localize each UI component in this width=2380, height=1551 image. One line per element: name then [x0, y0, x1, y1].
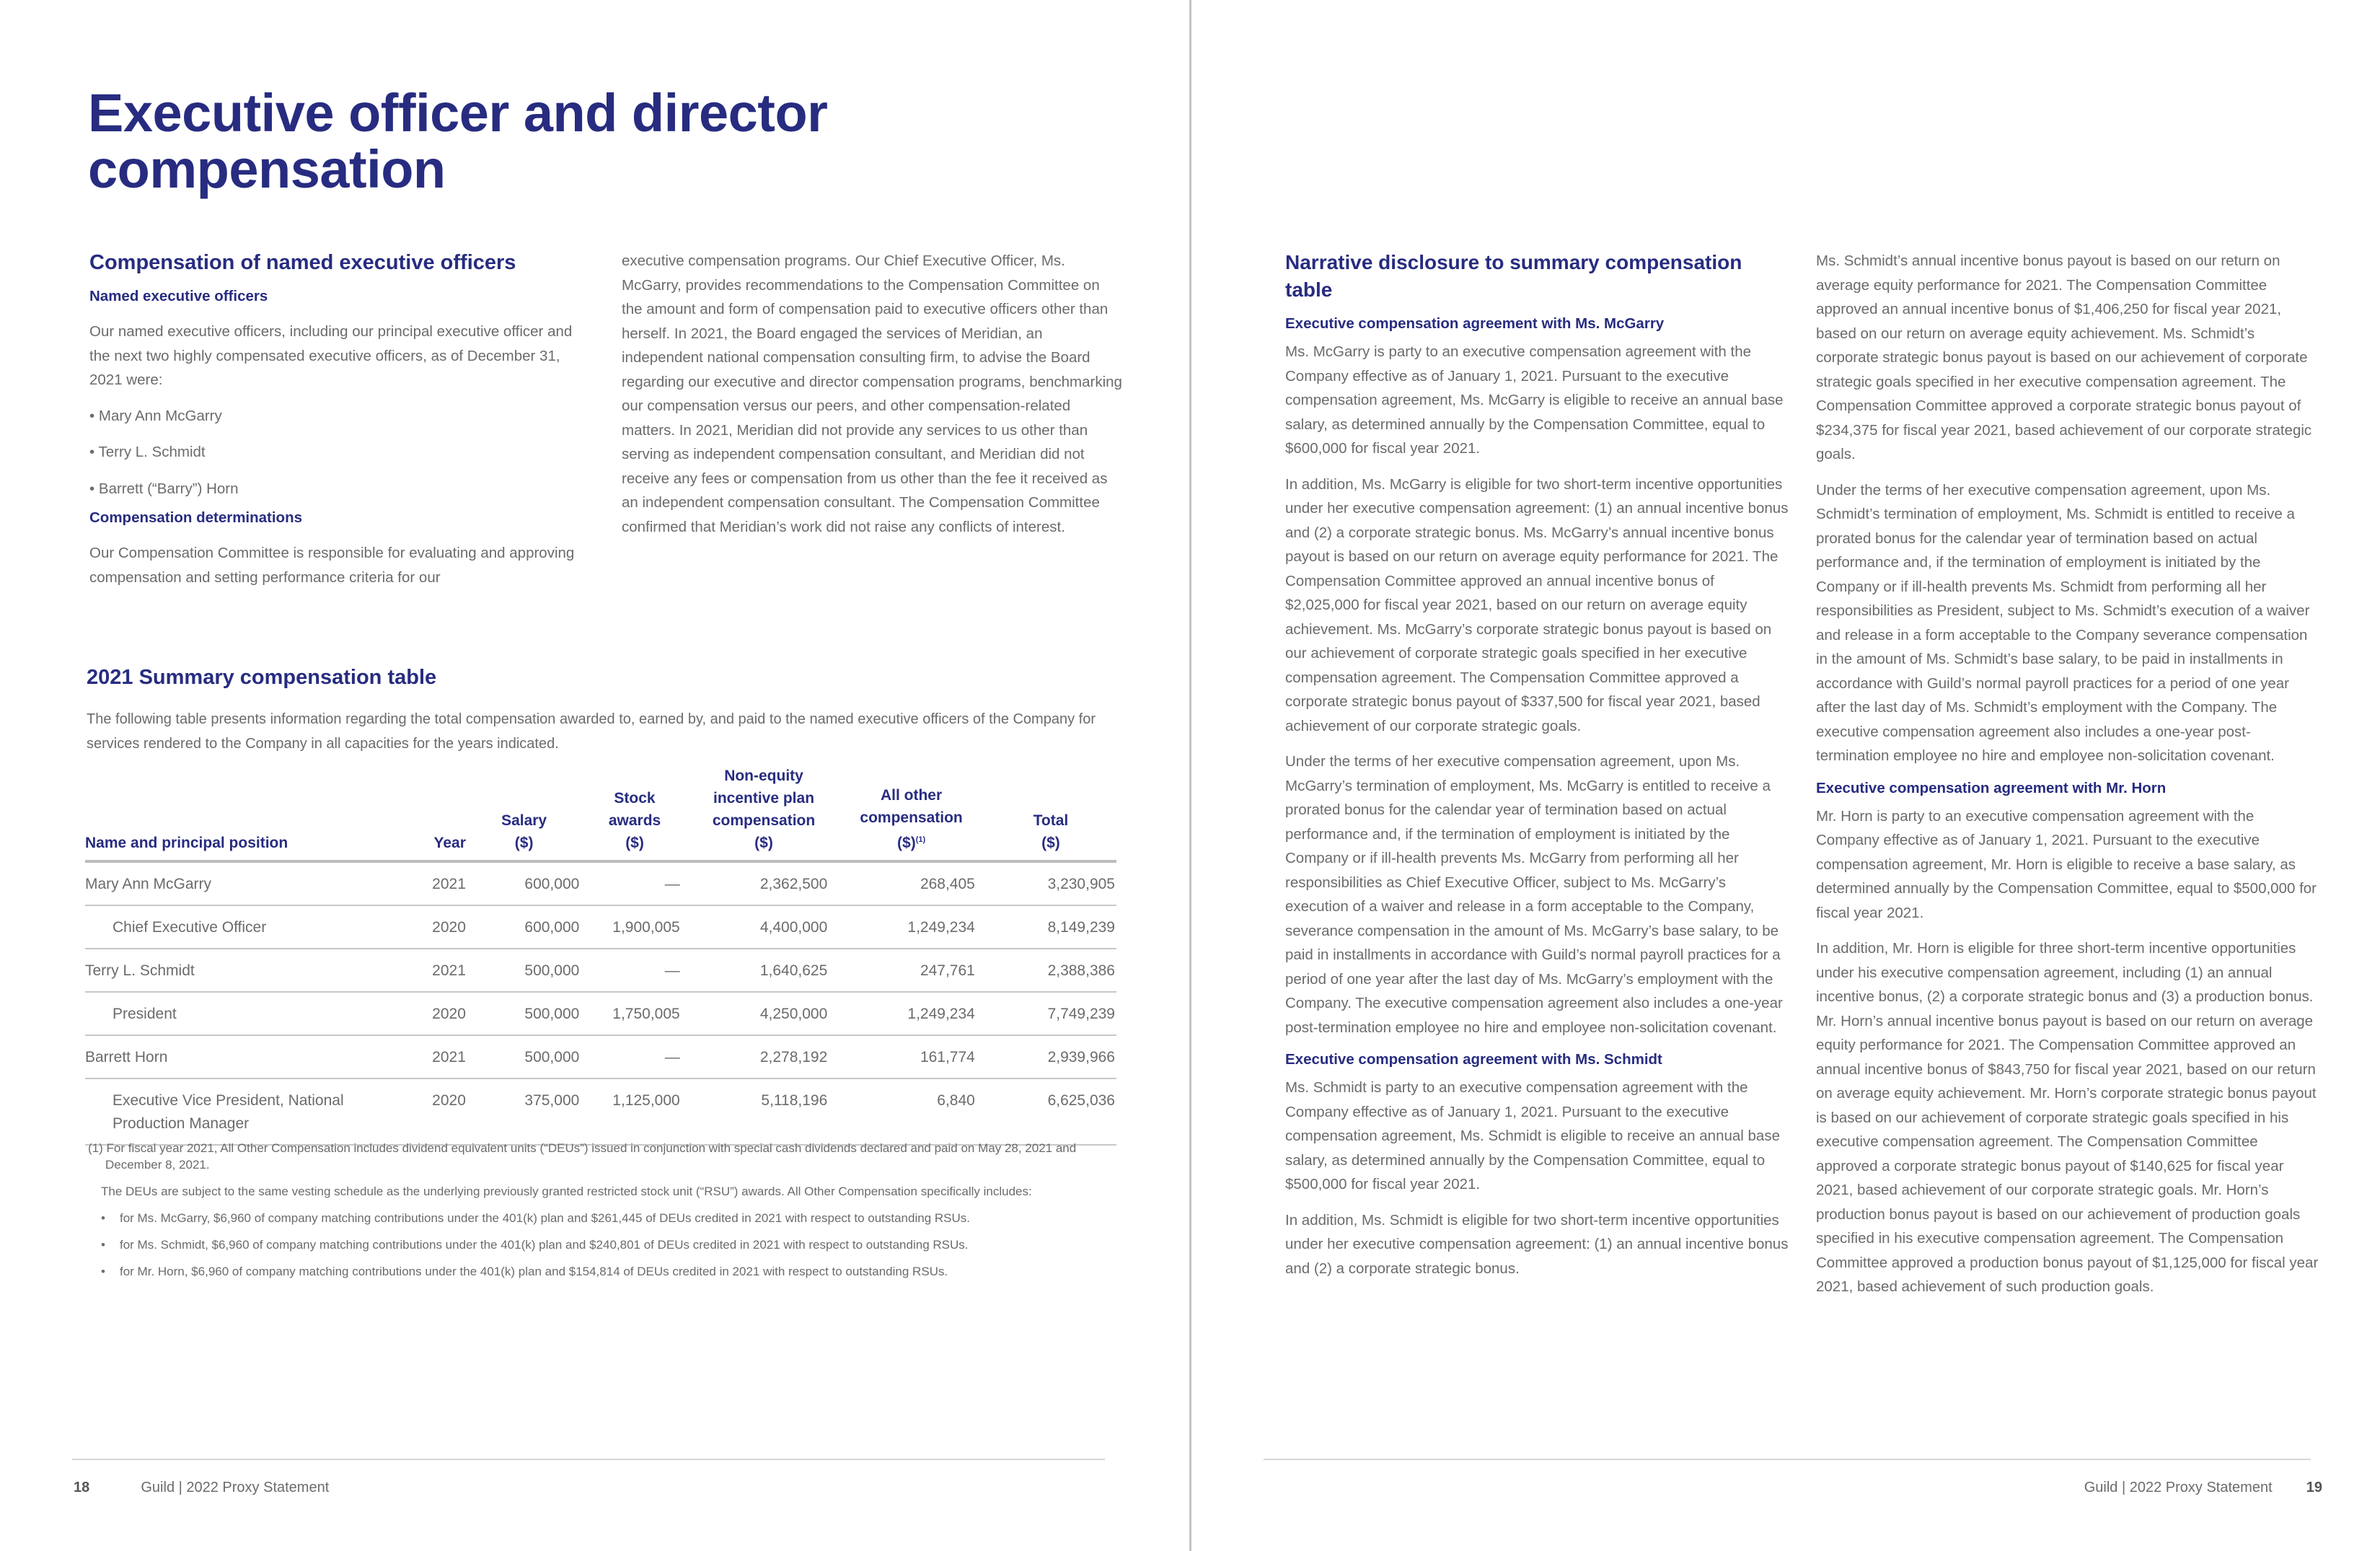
horn-paragraph-2: In addition, Mr. Horn is eligible for three short-term incentive opportunities under his executive compensation agreement, including (1) an annual incentive bonus, (2) a corporate strategic bonus and (3) a production bonus. Mr. Horn’s annual incentive bonus payout is based on our return on average equity performance for 2021. The Compensation Committee approved an annual incentive bonus of $843,750 for fiscal year 2021, based on our return on average equity achievement. Mr. Horn’s corporate strategic bonus payout is based on our achievement of corporate strategic goals specified in his executive compensation agreement. The Compensation Committee approved a corporate strategic bonus payout of $140,625 for fiscal year 2021, based achievement of our corporate strategic goals. Mr. Horn’s production bonus payout is based on our achievement of production goals specified in his executive compensation agreement. The Compensation Committee approved a production bonus payout of $1,125,000 for fiscal year 2021, based achievement of such production goals.: [1816, 940, 2319, 1295]
col-header-salary: Salary ($): [501, 812, 547, 851]
table-row: [85, 1078, 1116, 1145]
officer-bullet: [89, 404, 594, 429]
cell-name: Barrett Horn: [85, 1049, 168, 1066]
cell-position: President: [113, 1006, 177, 1022]
cell-year: 2021: [432, 962, 466, 979]
cell-total: 8,149,239: [1047, 919, 1115, 936]
cell-non-equity: 5,118,196: [761, 1092, 828, 1109]
table-row: [85, 861, 1116, 905]
page-divider: [1189, 0, 1191, 1551]
footnote-1: (1) For fiscal year 2021, All Other Compensation includes dividend equivalent units (“DEUs”) issued in conjunction with special cash dividends declared and paid on May 28, 2021 and December 8, 2021.: [88, 1141, 1077, 1172]
table-footnotes: [88, 1140, 1119, 1290]
cell-total: 3,230,905: [1047, 876, 1115, 892]
cell-salary: 500,000: [524, 1006, 580, 1022]
cell-year: 2021: [432, 876, 466, 892]
page-number-18: 18: [74, 1480, 90, 1495]
footer-left: [74, 1477, 329, 1498]
table-intro: The following table presents information regarding the total compensation awarded to, earned by, and paid to the named executive officers of the Company for services rendered to the Company in all capacities for the years indicated.: [87, 711, 1096, 752]
cell-salary: 500,000: [524, 962, 580, 979]
section-heading-named-officers: Compensation of named executive officers: [89, 251, 516, 274]
page-title: Executive officer and director compensation: [88, 83, 828, 199]
col-header-name: Name and principal position: [85, 835, 288, 851]
cell-salary: 375,000: [524, 1092, 580, 1109]
cell-year: 2021: [432, 1049, 466, 1066]
mcgarry-paragraph-3: Under the terms of her executive compensation agreement, upon Ms. McGarry’s termination of employment, Ms. McGarry is entitled to receive a prorated bonus for the calendar year of termination based on actual performance and, if the termination of employment is initiated by the Company or if ill-health prevents Ms. McGarry from performing all her responsibilities as Chief Executive Officer, subject to Ms. McGarry’s execution of a waiver and release in a form acceptable to the Company, severance compensation in the amount of Ms. McGarry’s base salary, to be paid in installments in accordance with Guild’s normal payroll practices for a period of one year after the last day of Ms. McGarry’s employment with the Company. The executive compensation agreement also includes a one-year post-termination employee no hire and employee non-solicitation covenant.: [1285, 753, 1783, 1036]
cell-non-equity: 2,362,500: [759, 876, 828, 892]
right-column-2: [1816, 249, 2321, 1299]
cell-salary: 500,000: [524, 1049, 580, 1066]
bullet-icon: •: [101, 1265, 105, 1278]
cell-total: 2,939,966: [1047, 1049, 1115, 1066]
table-section-heading: 2021 Summary compensation table: [87, 666, 437, 689]
subheading-compensation-determinations: Compensation determinations: [89, 509, 303, 526]
officer-name: Barrett (“Barry”) Horn: [98, 480, 239, 497]
narrative-heading: Narrative disclosure to summary compensation table: [1285, 251, 1742, 301]
bullet-icon: •: [89, 480, 95, 497]
officer-name: Mary Ann McGarry: [98, 407, 222, 424]
summary-table-section: [87, 664, 1125, 756]
footer-right: [2084, 1477, 2322, 1498]
footnote-marker: (1): [915, 835, 926, 844]
bullet-icon: •: [101, 1211, 105, 1225]
footnote-bullet: • for Ms. McGarry, $6,960 of company matching contributions under the 401(k) plan and $261,445 of DEUs credited in 2021 with respect to outstanding RSUs.: [101, 1211, 970, 1225]
bullet-icon: •: [101, 1238, 105, 1252]
cell-name: Terry L. Schmidt: [85, 962, 195, 979]
cell-all-other: 268,405: [920, 876, 975, 892]
cell-non-equity: 1,640,625: [759, 962, 828, 979]
schmidt-paragraph-2: In addition, Ms. Schmidt is eligible for two short-term incentive opportunities under her executive compensation agreement: (1) an annual incentive bonus and (2) a corporate strategic bonus.: [1285, 1211, 1789, 1277]
horn-paragraph-1: Mr. Horn is party to an executive compensation agreement with the Company effective as of January 1, 2021. Pursuant to the executive compensation agreement, Mr. Horn is eligible to receive a base salary, as determined annually by the Compensation Committee, equal to $500,000 for fiscal year 2021.: [1816, 807, 2317, 921]
subheading-named-executive-officers: Named executive officers: [89, 288, 268, 304]
subheading-mcgarry: Executive compensation agreement with Ms. McGarry: [1285, 315, 1665, 332]
subheading-horn: Executive compensation agreement with Mr. Horn: [1816, 779, 2167, 796]
cell-total: 6,625,036: [1047, 1092, 1115, 1109]
officer-bullet: [89, 477, 594, 501]
cell-year: 2020: [432, 919, 466, 936]
table-row: [85, 992, 1116, 1035]
table-row: [85, 1035, 1116, 1078]
cell-non-equity: 4,250,000: [759, 1006, 828, 1022]
col-header-year: Year: [433, 835, 466, 851]
cell-total: 7,749,239: [1047, 1006, 1115, 1022]
col-header-stock-awards: Stock awards ($): [608, 790, 661, 851]
table-row: [85, 905, 1116, 949]
cell-stock-awards: 1,900,005: [612, 919, 680, 936]
determinations-paragraph-start: Our Compensation Committee is responsible for evaluating and approving compensation and setting performance criteria for our: [89, 545, 575, 586]
cell-year: 2020: [432, 1006, 466, 1022]
left-column-1: [89, 249, 594, 589]
footnote-deu-paragraph: The DEUs are subject to the same vesting schedule as the underlying previously granted restricted stock unit (“RSU”) awards. All Other Compensation specifically includes:: [101, 1185, 1032, 1198]
footer-rule-left: [72, 1459, 1105, 1460]
schmidt-paragraph-3: Ms. Schmidt’s annual incentive bonus payout is based on our return on average equity performance for 2021. The Compensation Committee approved an annual incentive bonus of $1,406,250 for fiscal year 2021, based on our return on average equity achievement. Ms. Schmidt’s corporate strategic bonus payout is based on our achievement of corporate strategic goals specified in her executive compensation agreement. The Compensation Committee approved a corporate strategic bonus payout of $234,375 for fiscal year 2021, based achievement of our corporate strategic goals.: [1816, 252, 2312, 462]
named-officers-intro: Our named executive officers, including our principal executive officer and the next two highly compensated executive officers, as of December 31, 2021 were:: [89, 323, 573, 388]
cell-all-other: 247,761: [920, 962, 975, 979]
footer-rule-right: [1264, 1459, 2311, 1460]
page-number-19: 19: [2306, 1480, 2322, 1495]
cell-non-equity: 4,400,000: [759, 919, 828, 936]
cell-all-other: 1,249,234: [907, 1006, 975, 1022]
mcgarry-paragraph-2: In addition, Ms. McGarry is eligible for two short-term incentive opportunities under her executive compensation agreement: (1) an annual incentive bonus and (2) a corporate strategic bonus. Ms. McGarry’s annual incentive bonus payout is based on our return on average equity performance for 2021. The Compensation Committee approved an annual incentive bonus of $2,025,000 for fiscal year 2021, based on our return on average equity achievement. Ms. McGarry’s corporate strategic bonus payout is based on our achievement of corporate strategic goals specified in her executive compensation agreement. The Compensation Committee approved a corporate strategic bonus payout of $337,500 for fiscal year 2021, based achievement of our corporate strategic goals.: [1285, 475, 1789, 734]
cell-stock-awards: —: [664, 876, 680, 892]
cell-total: 2,388,386: [1047, 962, 1115, 979]
cell-stock-awards: 1,125,000: [612, 1092, 680, 1109]
cell-salary: 600,000: [524, 919, 580, 936]
schmidt-paragraph-1: Ms. Schmidt is party to an executive compensation agreement with the Company effective as of January 1, 2021. Pursuant to the executive compensation agreement, Ms. Schmidt is eligible to receive an annual base salary, as determined annually by the Compensation Committee, equal to $500,000 for fiscal year 2021.: [1285, 1079, 1780, 1192]
summary-compensation-table: [85, 765, 1116, 1146]
cell-position: Chief Executive Officer: [113, 919, 267, 936]
right-column-1: [1285, 249, 1790, 1280]
determinations-paragraph-continued: executive compensation programs. Our Chief Executive Officer, Ms. McGarry, provides recommendations to the Compensation Committee on the amount and form of compensation paid to executive officers other than herself. In 2021, the Board engaged the services of Meridian, an independent national compensation consulting firm, to advise the Board regarding our executive and director compensation programs, benchmarking our compensation versus our peers, and other compensation-related matters. In 2021, Meridian did not provide any services to us other than serving as independent compensation consultant, and Meridian did not receive any fees or compensation from us other than the fee it received as an independent compensation consultant. The Compensation Committee confirmed that Meridian’s work did not raise any conflicts of interest.: [622, 252, 1122, 535]
cell-salary: 600,000: [524, 876, 580, 892]
cell-all-other: 6,840: [937, 1092, 975, 1109]
cell-all-other: 1,249,234: [907, 919, 975, 936]
mcgarry-paragraph-1: Ms. McGarry is party to an executive compensation agreement with the Company effective as of January 1, 2021. Pursuant to the executive compensation agreement, Ms. McGarry is eligible to receive an annual base salary, as determined annually by the Compensation Committee, equal to $600,000 for fiscal year 2021.: [1285, 343, 1784, 457]
table-row: [85, 949, 1116, 992]
cell-all-other: 161,774: [920, 1049, 975, 1066]
left-column-2: [622, 249, 1123, 539]
col-header-total: Total ($): [1033, 812, 1069, 851]
cell-position: Executive Vice President, National Production Manager: [113, 1092, 344, 1132]
footer-publication: Guild | 2022 Proxy Statement: [2084, 1480, 2273, 1495]
subheading-schmidt: Executive compensation agreement with Ms. Schmidt: [1285, 1051, 1662, 1068]
officer-name: Terry L. Schmidt: [98, 444, 206, 460]
cell-non-equity: 2,278,192: [759, 1049, 828, 1066]
bullet-icon: •: [89, 407, 95, 424]
col-header-all-other: All other compensation ($)$^{(1)}$: [860, 787, 963, 851]
bullet-icon: •: [89, 444, 95, 460]
table-header-row: [85, 765, 1116, 861]
footnote-bullet: • for Ms. Schmidt, $6,960 of company matching contributions under the 401(k) plan and $240,801 of DEUs credited in 2021 with respect to outstanding RSUs.: [101, 1238, 969, 1252]
col-header-non-equity: Non-equity incentive plan compensation ($): [712, 768, 816, 851]
cell-name: Mary Ann McGarry: [85, 876, 212, 892]
schmidt-paragraph-4: Under the terms of her executive compensation agreement, upon Ms. Schmidt’s termination of employment, Ms. Schmidt is entitled to receive a prorated bonus for the calendar year of termination based on actual performance and, if the termination of employment is initiated by the Company or if ill-health prevents Ms. Schmidt from performing all her responsibilities as President, subject to Ms. Schmidt’s execution of a waiver and release in a form acceptable to the Company severance compensation in the amount of Ms. Schmidt’s base salary, to be paid in installments in accordance with Guild’s normal payroll practices for a period of one year after the last day of Ms. Schmidt’s employment with the Company. The executive compensation agreement also includes a one-year post-termination employee no hire and employee non-solicitation covenant.: [1816, 481, 2310, 764]
cell-stock-awards: —: [664, 962, 680, 979]
officer-bullet: [89, 440, 594, 465]
footer-publication: Guild | 2022 Proxy Statement: [141, 1480, 330, 1495]
cell-stock-awards: —: [664, 1049, 680, 1066]
cell-stock-awards: 1,750,005: [612, 1006, 680, 1022]
footnote-bullet: • for Mr. Horn, $6,960 of company matching contributions under the 401(k) plan and $154,814 of DEUs credited in 2021 with respect to outstanding RSUs.: [101, 1265, 948, 1278]
cell-year: 2020: [432, 1092, 466, 1109]
